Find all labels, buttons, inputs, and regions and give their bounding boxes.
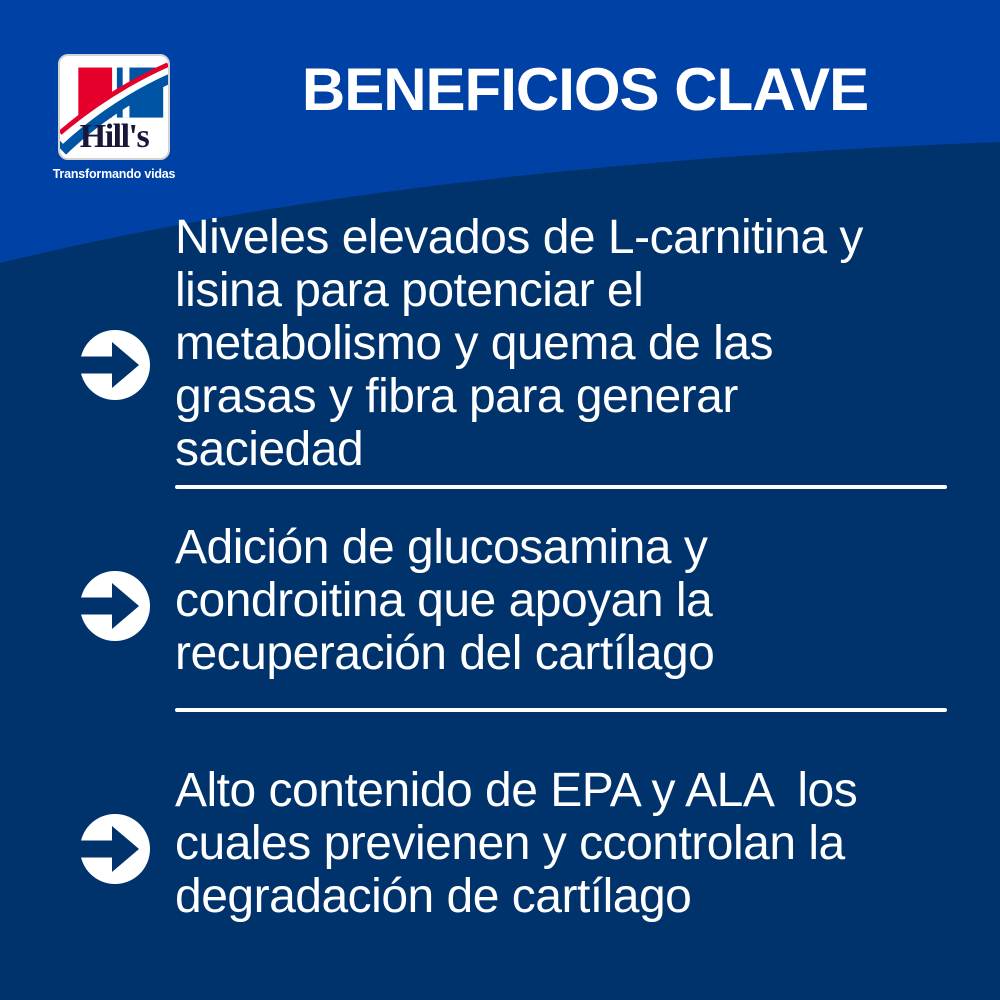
arrow-right-icon bbox=[80, 571, 150, 641]
benefit-item-3 bbox=[175, 764, 975, 923]
hills-logo bbox=[58, 54, 170, 160]
arrow-right-icon bbox=[80, 814, 150, 884]
benefit-text-line: lisina para potenciar el bbox=[175, 264, 644, 317]
benefit-text-line: condroitina que apoyan la bbox=[175, 574, 713, 627]
benefit-text-line: grasas y fibra para generar bbox=[175, 370, 738, 423]
benefit-text-line: cuales previenen y ccontrolan la bbox=[175, 817, 845, 870]
hills-tagline: Transformando vidas bbox=[52, 167, 176, 181]
divider bbox=[175, 708, 947, 712]
benefit-text-line: Adición de glucosamina y bbox=[175, 521, 708, 574]
benefit-item-2 bbox=[175, 521, 975, 680]
hills-logo-wordmark: Hill's bbox=[79, 118, 149, 155]
benefit-text-line: Niveles elevados de L-carnitina y bbox=[175, 211, 863, 264]
page-title: BENEFICIOS CLAVE bbox=[301, 56, 869, 123]
arrow-right-icon bbox=[80, 330, 150, 400]
benefit-text-line: degradación de cartílago bbox=[175, 870, 692, 923]
benefit-item-1 bbox=[175, 211, 975, 476]
benefit-text-line: saciedad bbox=[175, 423, 364, 476]
benefit-text-line: Alto contenido de EPA y ALA los bbox=[175, 764, 858, 817]
benefit-text-line: metabolismo y quema de las bbox=[175, 317, 773, 370]
divider bbox=[175, 485, 947, 489]
benefit-text-line: recuperación del cartílago bbox=[175, 627, 715, 680]
